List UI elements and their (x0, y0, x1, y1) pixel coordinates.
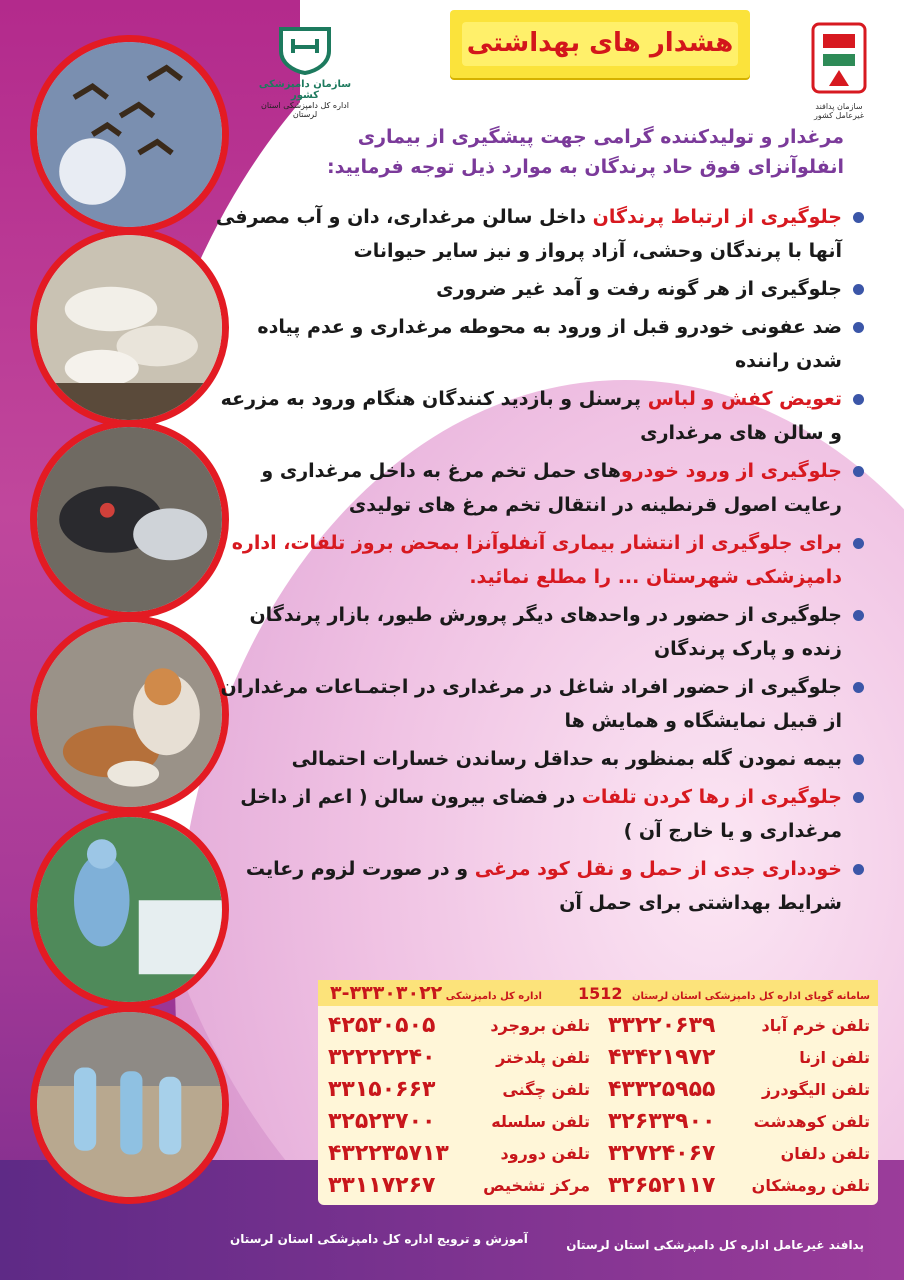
phone-name: تلفن دورود (500, 1144, 590, 1163)
phone-number: ۳۳۱۵۰۶۶۳ (328, 1077, 436, 1102)
advice-text: های حمل تخم مرغ به داخل مرغداری و رعایت اصول قرنطینه در انتقال تخم مرغ های تولیدی (261, 460, 842, 516)
intro-text (284, 122, 844, 182)
contact-box (318, 980, 878, 1205)
office-label: اداره کل دامپزشکی (445, 991, 542, 1002)
phone-row (318, 1170, 878, 1202)
veterinary-shield-icon (277, 25, 333, 75)
photo-dead-duck (30, 420, 229, 619)
photo-wild-geese (30, 35, 229, 234)
phone-number: ۳۲۲۲۲۲۴۰ (328, 1045, 436, 1070)
advice-item (214, 598, 864, 666)
advice-highlight: خودداری جدی از حمل و نقل کود مرغی (474, 858, 842, 880)
phone-name: تلفن خرم آباد (761, 1016, 870, 1035)
phone-name: تلفن کوهدشت (753, 1112, 870, 1131)
bullet-icon (853, 792, 864, 803)
advice-highlight: برای جلوگیری از انتشار بیماری آنفلوآنزا بمحض بروز تلفات، اداره دامپزشکی شهرستان ... را مطلع نمائید. (231, 532, 842, 588)
phone-number: ۴۳۲۲۳۵۷۱۳ (328, 1141, 449, 1166)
bullet-icon (853, 538, 864, 549)
phone-cell (598, 1106, 878, 1138)
phone-cell (598, 1042, 878, 1074)
advice-text: و در صورت لزوم رعایت شرایط بهداشتی برای حمل آن (245, 858, 842, 914)
advice-item (214, 382, 864, 450)
bullet-icon (853, 284, 864, 295)
phone-name: تلفن الیگودرز (761, 1080, 870, 1099)
phone-cell (598, 1138, 878, 1170)
phone-number: ۴۲۵۳۰۵۰۵ (328, 1013, 436, 1038)
advice-highlight: جلوگیری از رها کردن تلفات (581, 786, 842, 808)
phone-name: مرکز تشخیص (483, 1176, 590, 1195)
photo-disinfection-team (30, 1005, 229, 1204)
phone-number: ۳۲۵۲۳۷۰۰ (328, 1109, 436, 1134)
advice-text: جلوگیری از حضور افراد شاغل در مرغداری در اجتمـاعات مرغداران از قبیل نمایشگاه و همایش ها (220, 676, 842, 732)
phone-cell (318, 1042, 598, 1074)
bullet-icon (853, 212, 864, 223)
footer-credit-left: آموزش و ترویج اداره کل دامپزشکی استان لرستان (230, 1232, 528, 1246)
hotline-number: 1512 (577, 984, 623, 1003)
intro-line-2: انفلوآنزای فوق حاد پرندگان به موارد ذیل توجه فرمایید: (327, 156, 844, 178)
advice-list (214, 200, 864, 924)
advice-highlight: جلوگیری از ارتباط پرندگان (592, 206, 842, 228)
phone-cell (598, 1010, 878, 1042)
phone-number: ۳۲۷۲۴۰۶۷ (608, 1141, 716, 1166)
bullet-icon (853, 754, 864, 765)
phone-number: ۳۲۶۵۲۱۱۷ (608, 1173, 716, 1198)
veterinary-organization-logo (250, 25, 360, 120)
veterinary-logo-title: سازمان دامپزشکی کشور (258, 79, 352, 101)
photo-protective-suit-worker (30, 810, 229, 1009)
phone-cell (318, 1074, 598, 1106)
phone-cell (598, 1170, 878, 1202)
advice-item (214, 780, 864, 848)
phone-table (318, 1010, 878, 1202)
intro-line-1: مرغدار و تولیدکننده گرامی جهت پیشگیری از بیماری (357, 126, 844, 148)
hotline-bar (318, 980, 878, 1006)
phone-row (318, 1106, 878, 1138)
bullet-icon (853, 682, 864, 693)
phone-cell (318, 1170, 598, 1202)
bullet-icon (853, 610, 864, 621)
passive-defense-logo (804, 22, 874, 122)
phone-number: ۳۲۶۳۳۹۰۰ (608, 1109, 716, 1134)
advice-item (214, 454, 864, 522)
advice-item (214, 310, 864, 378)
title-banner (450, 10, 750, 78)
phone-row (318, 1074, 878, 1106)
advice-text: جلوگیری از حضور در واحدهای دیگر پرورش طیور، بازار پرندگان زنده و پارک پرندگان (249, 604, 842, 660)
office-phone (324, 982, 542, 1004)
phone-name: تلفن دلفان (780, 1144, 870, 1163)
phone-cell (598, 1074, 878, 1106)
advice-text: بیمه نمودن گله بمنظور به حداقل رساندن خسارات احتمالی (291, 748, 842, 770)
passive-defense-emblem-icon (811, 22, 867, 94)
footer-credit-right: پدافند غیرعامل اداره کل دامپزشکی استان لرستان (566, 1238, 864, 1252)
phone-name: تلفن رومشکان (751, 1176, 870, 1195)
phone-number: ۴۳۴۲۱۹۷۲ (608, 1045, 716, 1070)
phone-cell (318, 1106, 598, 1138)
advice-highlight: تعویض کفش و لباس (647, 388, 842, 410)
advice-item (214, 852, 864, 920)
veterinary-logo-subtitle: اداره کل دامپزشکی استان لرستان (261, 101, 349, 119)
advice-item (214, 670, 864, 738)
phone-number: ۳۳۱۱۷۲۶۷ (328, 1173, 436, 1198)
phone-name: تلفن پلدختر (496, 1048, 590, 1067)
phone-cell (318, 1010, 598, 1042)
phone-number: ۳۳۲۲۰۶۳۹ (608, 1013, 716, 1038)
phone-name: تلفن سلسله (491, 1112, 590, 1131)
page-title: هشدار های بهداشتی (466, 28, 734, 58)
bullet-icon (853, 864, 864, 875)
phone-name: تلفن چگنی (502, 1080, 590, 1099)
office-number: ۳۳۳۰۳۰۲۲-۳ (330, 982, 443, 1004)
advice-item (214, 272, 864, 306)
phone-number: ۴۳۳۲۵۹۵۵ (608, 1077, 716, 1102)
photo-cat-and-hens (30, 615, 229, 814)
advice-text: پرسنل و بازدید کنندگان هنگام ورود به مزرعه و سالن های مرغداری (220, 388, 842, 444)
hotline-label: سامانه گویای اداره کل دامپزشکی استان لرستان (631, 991, 870, 1002)
bullet-icon (853, 322, 864, 333)
phone-name: تلفن بروجرد (490, 1016, 590, 1035)
bullet-icon (853, 466, 864, 477)
phone-name: تلفن ازنا (799, 1048, 870, 1067)
phone-row (318, 1010, 878, 1042)
phone-cell (318, 1138, 598, 1170)
advice-highlight: جلوگیری از ورود خودرو (620, 460, 842, 482)
advice-text: ضد عفونی خودرو قبل از ورود به محوطه مرغداری و عدم پیاده شدن رانند‌ه (257, 316, 842, 372)
photo-dead-chickens (30, 228, 229, 427)
advice-item (214, 526, 864, 594)
passive-defense-caption: سازمان پدافند غیرعامل کشور (813, 102, 865, 120)
advice-text: جلوگیری از هر گونه رفت و آمد غیر ضروری (436, 278, 842, 300)
hotline (578, 984, 870, 1003)
advice-item (214, 200, 864, 268)
phone-row (318, 1042, 878, 1074)
advice-text: در فضای بیرون سالن ( اعم از داخل مرغداری و یا خارج آن ) (240, 786, 842, 842)
phone-row (318, 1138, 878, 1170)
advice-text: داخل سالن مرغداری، دان و آب مصرفی آنها با پرندگان وحشی، آزاد پرواز و نیز سایر حیوانات (215, 206, 842, 262)
advice-item (214, 742, 864, 776)
bullet-icon (853, 394, 864, 405)
